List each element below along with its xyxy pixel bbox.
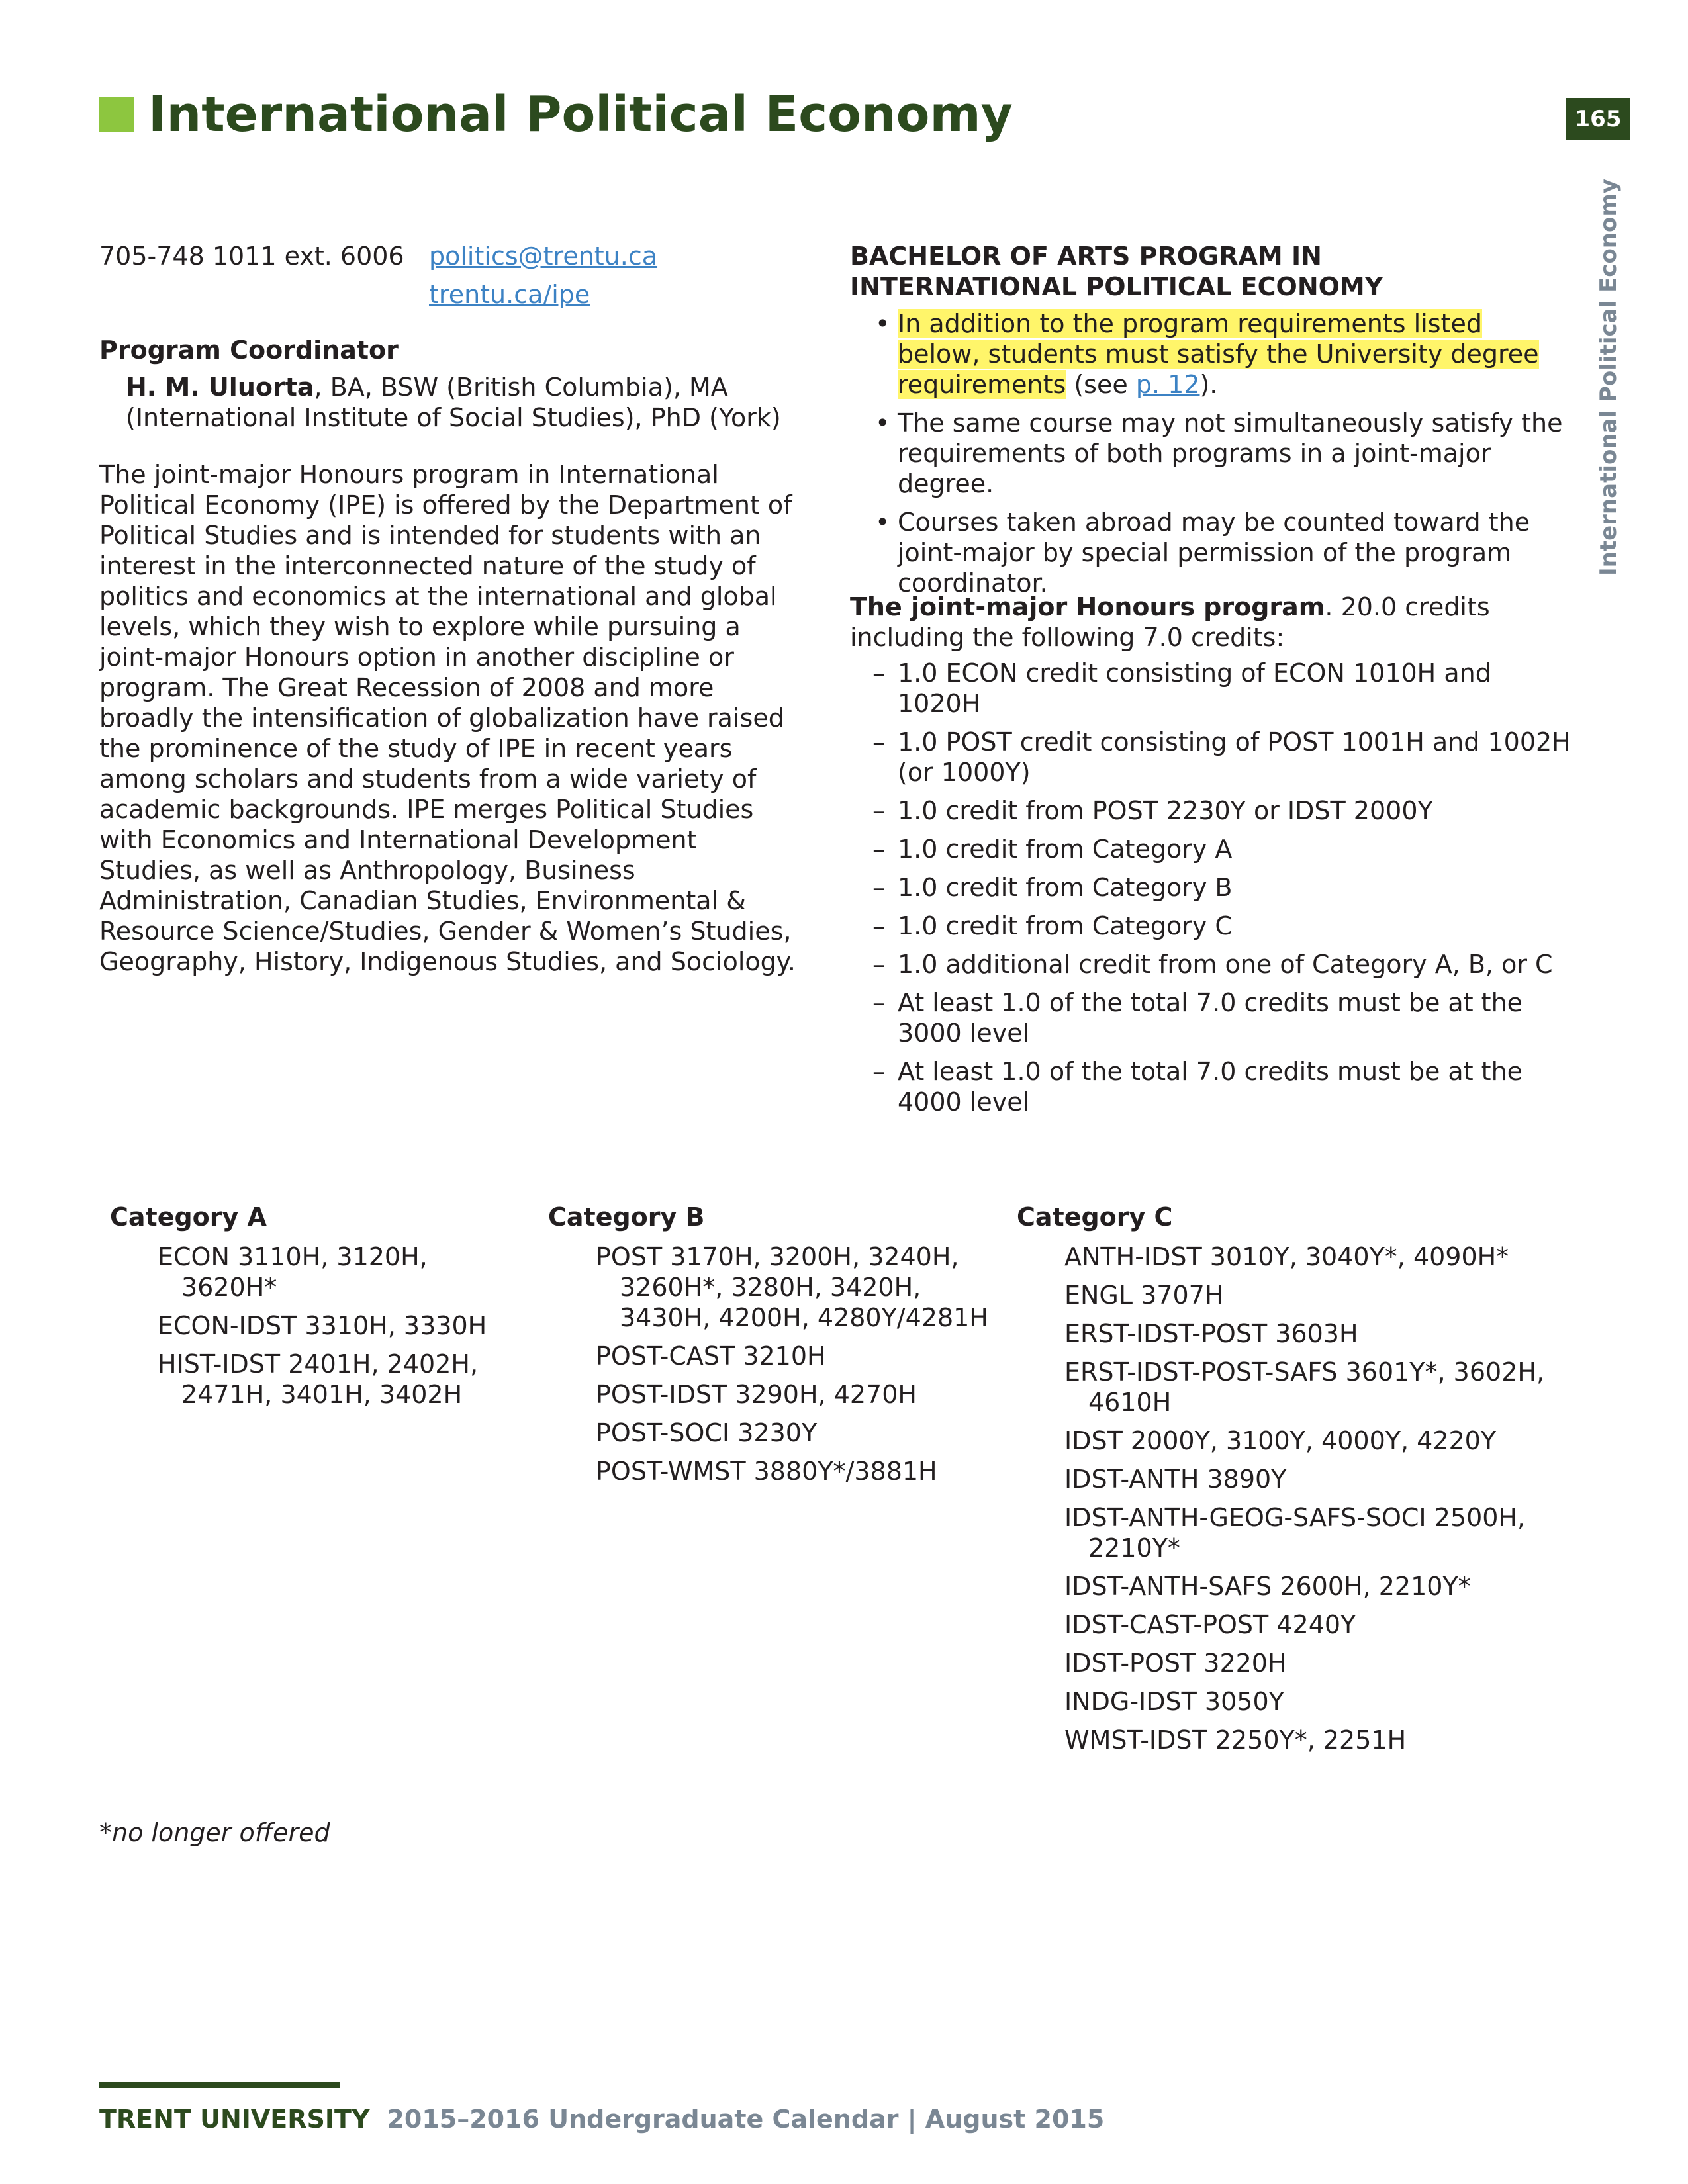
list-item: IDST 2000Y, 3100Y, 4000Y, 4220Y — [1064, 1426, 1497, 1455]
list-item: IDST-ANTH-SAFS 2600H, 2210Y* — [1064, 1572, 1471, 1601]
list-item: – 1.0 POST credit consisting of POST 1001H and 1002H (or 1000Y) — [850, 727, 1571, 788]
title-square-icon — [99, 97, 134, 132]
list-item: – 1.0 ECON credit consisting of ECON 1010H and 1020H — [850, 658, 1571, 719]
category-c-heading: Category C — [1017, 1203, 1173, 1232]
list-item: POST-IDST 3290H, 4270H — [596, 1380, 917, 1409]
list-item: – 1.0 additional credit from one of Category A, B, or C — [850, 949, 1571, 979]
highlighted-requirement: In addition to the program requirements listed below, students must satisfy the University degree requirements — [898, 309, 1539, 399]
coordinator-name: H. M. Uluorta — [126, 373, 314, 402]
list-item: – 1.0 credit from Category B — [850, 872, 1571, 903]
list-item: ANTH-IDST 3010Y, 3040Y*, 4090H* — [1064, 1242, 1509, 1271]
list-item: • In addition to the program requirements listed below, students must satisfy the University degree requirements (see p. 12). — [850, 308, 1571, 400]
list-item: POST-WMST 3880Y*/3881H — [596, 1457, 937, 1486]
list-item: – At least 1.0 of the total 7.0 credits must be at the 3000 level — [850, 987, 1571, 1048]
ba-requirements-list — [850, 308, 1571, 606]
joint-major-requirements — [850, 658, 1571, 1125]
list-item: – 1.0 credit from Category C — [850, 911, 1571, 941]
list-item: – 1.0 credit from POST 2230Y or IDST 2000Y — [850, 796, 1571, 826]
list-item: WMST-IDST 2250Y*, 2251H — [1064, 1725, 1407, 1754]
coordinator-credentials: , BA, BSW (British Columbia), MA (International Institute of Social Studies), PhD (York) — [126, 373, 781, 432]
footer-rule — [99, 2082, 340, 2088]
joint-major-label: The joint-major Honours program — [850, 592, 1325, 621]
category-a-list — [158, 1242, 528, 1418]
page-reference-link[interactable]: p. 12 — [1135, 370, 1200, 399]
list-item: ERST-IDST-POST 3603H — [1064, 1319, 1358, 1348]
category-b-list — [596, 1242, 1006, 1494]
list-item: HIST-IDST 2401H, 2402H, 2471H, 3401H, 3402H — [158, 1349, 479, 1409]
list-item: ERST-IDST-POST-SAFS 3601Y*, 3602H, 4610H — [1064, 1357, 1545, 1417]
page-title: International Political Economy — [148, 86, 1013, 143]
list-item: POST-CAST 3210H — [596, 1342, 826, 1371]
website-link[interactable]: trentu.ca/ipe — [429, 280, 590, 309]
page-title-block — [99, 86, 1013, 143]
email-link[interactable]: politics@trentu.ca — [429, 242, 658, 271]
list-item: • Courses taken abroad may be counted toward the joint-major by special permission of the program coordinator. — [850, 507, 1571, 598]
footer-university: TRENT UNIVERSITY — [99, 2105, 370, 2134]
category-a-heading: Category A — [110, 1203, 267, 1232]
list-item: POST-SOCI 3230Y — [596, 1418, 818, 1447]
list-item: IDST-POST 3220H — [1064, 1649, 1287, 1678]
list-item: ECON 3110H, 3120H, 3620H* — [158, 1242, 428, 1302]
side-running-title: International Political Economy — [1595, 179, 1622, 576]
coordinator-heading: Program Coordinator — [99, 336, 399, 365]
ba-program-heading: BACHELOR OF ARTS PROGRAM IN INTERNATIONAL POLITICAL ECONOMY — [850, 242, 1383, 301]
footer-calendar: 2015–2016 Undergraduate Calendar | August 2015 — [387, 2105, 1105, 2134]
list-item: ENGL 3707H — [1064, 1281, 1224, 1310]
footnote: *no longer offered — [99, 1818, 330, 1847]
program-intro: The joint-major Honours program in International Political Economy (IPE) is offered by the Department of Political Studies and is intended for students with an interest in the interconnected nature of the study of politics and economics at the international and global levels, which they wish to explore while pursuing a joint-major Honours option in another discipline or program. The Great Recession of 2008 and more broadly the intensification of globalization have raised the prominence of the study of IPE in recent years among scholars and students from a wide variety of academic backgrounds. IPE merges Political Studies with Economics and International Development Studies, as well as Anthropology, Business Administration, Canadian Studies, Environmental & Resource Science/Studies, Gender & Women’s Studies, Geography, History, Indigenous Studies, and Sociology. — [99, 460, 796, 976]
list-item: IDST-ANTH 3890Y — [1064, 1465, 1287, 1494]
contact-phone: 705-748 1011 ext. 6006 — [99, 242, 404, 271]
coordinator-info — [126, 372, 788, 433]
list-item: – At least 1.0 of the total 7.0 credits must be at the 4000 level — [850, 1056, 1571, 1117]
list-item: INDG-IDST 3050Y — [1064, 1687, 1284, 1716]
list-item: • The same course may not simultaneously satisfy the requirements of both programs in a joint-major degree. — [850, 408, 1571, 499]
list-item: ECON-IDST 3310H, 3330H — [158, 1311, 487, 1340]
list-item: POST 3170H, 3200H, 3240H, 3260H*, 3280H, 3420H, 3430H, 4200H, 4280Y/4281H — [596, 1242, 988, 1332]
list-item: IDST-ANTH-GEOG-SAFS-SOCI 2500H, 2210Y* — [1064, 1503, 1526, 1563]
page-number: 165 — [1566, 98, 1630, 140]
list-item: – 1.0 credit from Category A — [850, 834, 1571, 864]
joint-major-intro: The joint-major Honours program. 20.0 credits including the following 7.0 credits: — [850, 592, 1490, 652]
list-item: IDST-CAST-POST 4240Y — [1064, 1610, 1356, 1639]
category-b-heading: Category B — [548, 1203, 705, 1232]
page-footer — [99, 2105, 1104, 2134]
category-c-list — [1064, 1242, 1568, 1763]
